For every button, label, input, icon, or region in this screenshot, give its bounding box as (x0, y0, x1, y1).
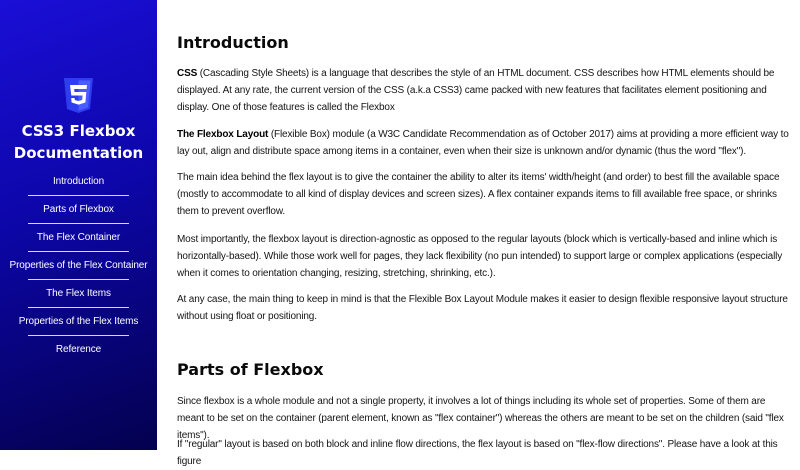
nav-link-item-properties[interactable]: Properties of the Flex Items (18, 316, 139, 327)
intro-paragraph-3: The main idea behind the flex layout is to give the container the ability to alter its items' width/height (and order) to best fill the available space (mostly to accommodate to all kind of display devices and screen sizes). A flex container expands items to fill available free space, or shrinks them to prevent overflow. (177, 172, 780, 217)
intro-paragraph-5: At any case, the main thing to keep in mind is that the Flexible Box Layout Module makes it easier to design flexible responsive layout structure without using float or positioning. (177, 294, 788, 322)
nav-link-flex-container[interactable]: The Flex Container (36, 232, 121, 243)
main-doc (177, 0, 793, 467)
parts-paragraph-1: Since flexbox is a whole module and not a single property, it involves a lot of things including its whole set of properties. Some of them are meant to be set on the container (parent element, known as "flex container") whereas the others are meant to be set on the children (said "flex items"). (177, 396, 784, 441)
term-css: CSS (177, 68, 198, 79)
css3-shield-icon (62, 77, 95, 114)
intro-paragraph-2 (177, 126, 793, 160)
paragraph-text: (Flexible Box) module (a W3C Candidate Recommendation as of October 2017) aims at providing a more efficient way to lay out, align and distribute space among items in a container, even when their size is unknown and/or dynamic (thus the word "flex"). (177, 129, 789, 157)
nav-item-parts-of-flexbox (0, 196, 157, 224)
nav-item-container-properties (0, 252, 157, 280)
sidebar-navbar (0, 0, 157, 450)
intro-paragraph-4: Most importantly, the flexbox layout is direction-agnostic as opposed to the regular layouts (block which is vertically-based and inline which is horizontally-based). While those work well for pages, they lack flexibility (no pun intended) to support large or complex applications (especially when it comes to orientation changing, resizing, stretching, shrinking, etc.). (177, 234, 783, 279)
nav-item-item-properties (0, 308, 157, 336)
nav-link-flex-items[interactable]: The Flex Items (46, 288, 111, 299)
intro-paragraph-1 (177, 65, 793, 116)
nav-link-container-properties[interactable]: Properties of the Flex Container (9, 260, 148, 271)
sidebar-title: CSS3 Flexbox Documentation (13, 122, 144, 162)
nav-item-flex-items (0, 280, 157, 308)
nav-link-reference[interactable]: Reference (55, 344, 102, 355)
nav-item-reference (0, 336, 157, 364)
section-heading-parts-of-flexbox: Parts of Flexbox (177, 360, 324, 379)
term-flexbox-layout: The Flexbox Layout (177, 129, 269, 140)
nav-item-flex-container (0, 224, 157, 252)
nav-link-introduction[interactable]: Introduction (52, 176, 105, 187)
section-heading-introduction: Introduction (177, 33, 289, 52)
nav-link-parts-of-flexbox[interactable]: Parts of Flexbox (43, 204, 114, 215)
sidebar-nav-list (0, 168, 157, 364)
paragraph-text: (Cascading Style Sheets) is a language that describes the style of an HTML document. CSS describes how HTML elements should be displayed. At any rate, the current version of the CSS (a.k.a CSS3) came packed with new features that facilitates element positioning and display. One of those features is called the Flexbox (177, 68, 775, 113)
parts-paragraph-2: If "regular" layout is based on both block and inline flow directions, the flex layout is based on "flex-flow directions". Please have a look at this figure (177, 439, 778, 467)
nav-item-introduction (0, 168, 157, 196)
